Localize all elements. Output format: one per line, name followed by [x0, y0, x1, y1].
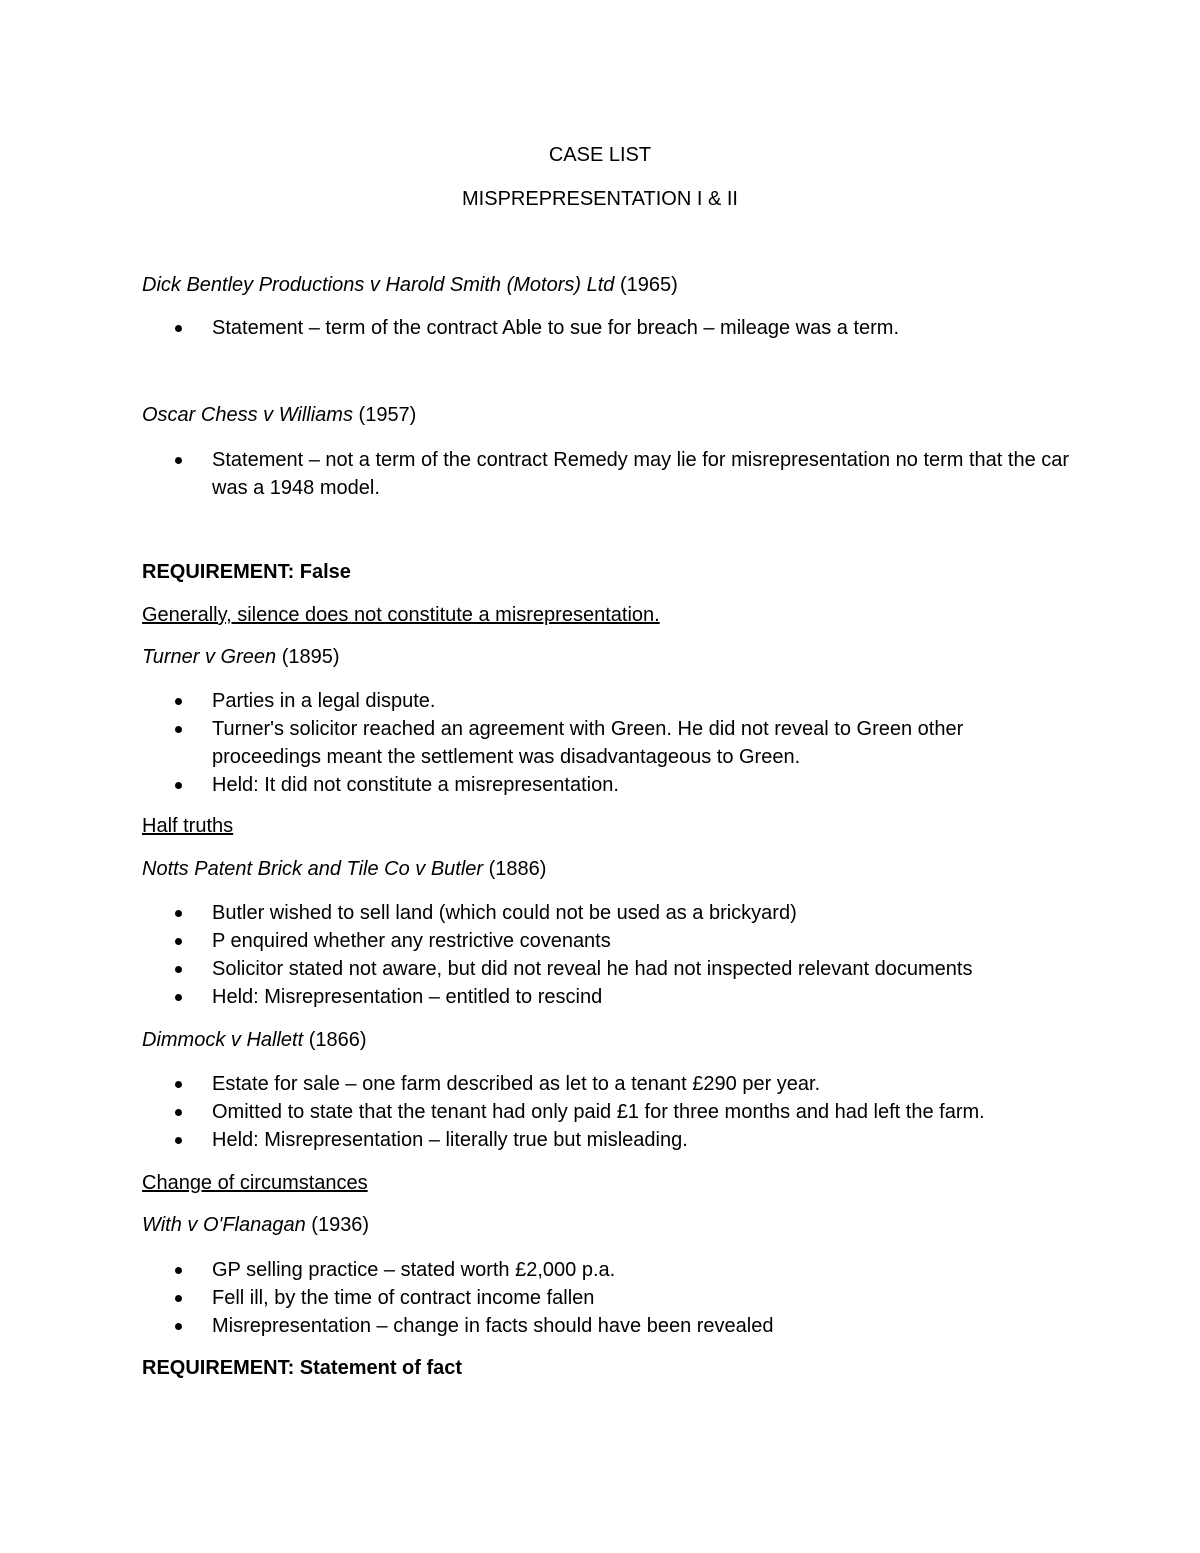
- list-item: Butler wished to sell land (which could not be used as a brickyard): [142, 899, 1072, 927]
- list-item: Turner's solicitor reached an agreement with Green. He did not reveal to Green other proceedings meant the settlement was disadvantageous to Green.: [142, 715, 1072, 771]
- case-points-turner-green: [142, 687, 1072, 799]
- list-item: Parties in a legal dispute.: [142, 687, 1072, 715]
- requirement-fact-heading: REQUIREMENT: Statement of fact: [142, 1357, 463, 1379]
- document-title: CASE LIST: [548, 144, 652, 166]
- list-item: Fell ill, by the time of contract income fallen: [142, 1284, 1072, 1312]
- list-item: P enquired whether any restrictive covenants: [142, 927, 1072, 955]
- case-name: Dick Bentley Productions v Harold Smith (Motors) Ltd: [142, 274, 615, 296]
- case-year: (1886): [488, 858, 547, 880]
- list-item: Statement – term of the contract Able to sue for breach – mileage was a term.: [142, 314, 1072, 342]
- case-name: Turner v Green: [142, 646, 277, 668]
- case-year: (1965): [619, 274, 678, 296]
- list-item: Estate for sale – one farm described as let to a tenant £290 per year.: [142, 1070, 1072, 1098]
- case-points-with-oflanagan: [142, 1256, 1072, 1340]
- case-name: With v O'Flanagan: [142, 1214, 306, 1236]
- list-item: Omitted to state that the tenant had only paid £1 for three months and had left the farm.: [142, 1098, 1072, 1126]
- document-subtitle: MISPREPRESENTATION I & II: [462, 188, 738, 210]
- list-item: Held: It did not constitute a misrepresentation.: [142, 771, 1072, 799]
- subheading-change-circumstances: Change of circumstances: [142, 1172, 368, 1194]
- case-title-oscar-chess: [142, 403, 416, 427]
- case-title-turner-green: [142, 645, 340, 669]
- case-title-notts-patent: [142, 857, 546, 881]
- case-year: (1936): [311, 1214, 370, 1236]
- list-item: Held: Misrepresentation – literally true but misleading.: [142, 1126, 1072, 1154]
- list-item: Solicitor stated not aware, but did not reveal he had not inspected relevant documents: [142, 955, 1072, 983]
- list-item: GP selling practice – stated worth £2,000 p.a.: [142, 1256, 1072, 1284]
- case-year: (1957): [358, 404, 417, 426]
- requirement-false-heading: REQUIREMENT: False: [142, 561, 351, 583]
- subheading-silence: Generally, silence does not constitute a misrepresentation.: [142, 604, 660, 626]
- list-item: Held: Misrepresentation – entitled to rescind: [142, 983, 1072, 1011]
- case-year: (1866): [308, 1029, 367, 1051]
- case-points-oscar-chess: [142, 446, 1072, 502]
- case-name: Dimmock v Hallett: [142, 1029, 304, 1051]
- case-title-with-oflanagan: [142, 1213, 369, 1237]
- case-title-dimmock-hallett: [142, 1028, 367, 1052]
- case-points-dick-bentley: [142, 314, 1072, 342]
- case-name: Oscar Chess v Williams: [142, 404, 353, 426]
- case-points-notts-patent: [142, 899, 1072, 1011]
- list-item: Misrepresentation – change in facts should have been revealed: [142, 1312, 1072, 1340]
- case-name: Notts Patent Brick and Tile Co v Butler: [142, 858, 484, 880]
- case-title-dick-bentley: [142, 273, 678, 297]
- subheading-half-truths: Half truths: [142, 815, 234, 837]
- case-points-dimmock-hallett: [142, 1070, 1072, 1154]
- case-year: (1895): [281, 646, 340, 668]
- list-item: Statement – not a term of the contract Remedy may lie for misrepresentation no term that the car was a 1948 model.: [142, 446, 1072, 502]
